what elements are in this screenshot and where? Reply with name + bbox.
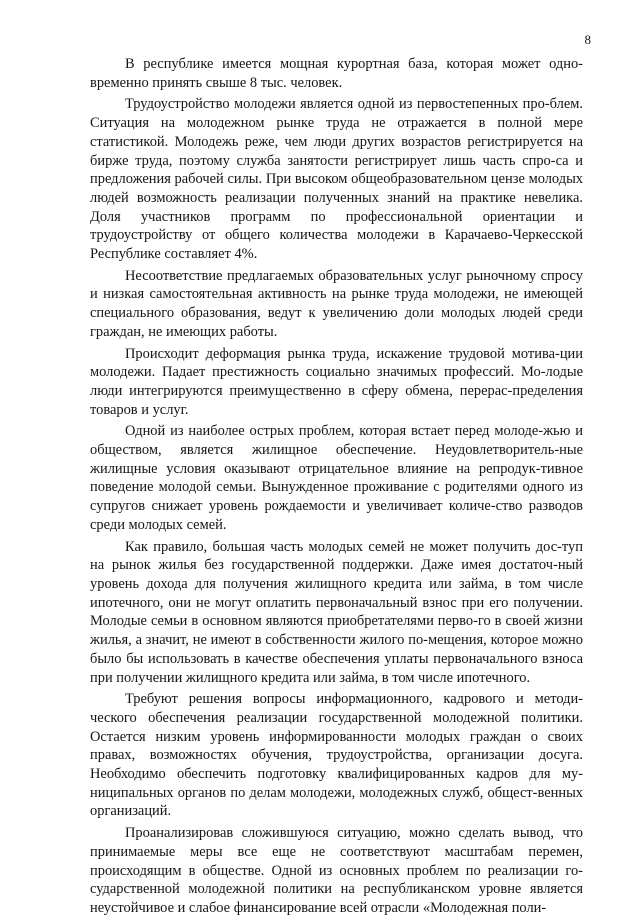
body-text (90, 55, 583, 921)
page-number: 8 (584, 32, 591, 47)
paragraph-conclusion: Проанализировав сложившуюся ситуацию, можно сделать вывод, что принимаемые меры все еще не соответствуют масштабам перемен, происходящим в обществе. Одной из основных проблем по реализации го-сударственной молодежной политики на республиканском уровне является неустойчивое и слабое финансирование всей отрасли «Молодежная поли- (90, 825, 583, 916)
paragraph-education-mismatch: Несоответствие предлагаемых образовательных услуг рыночному спросу и низкая самостоятельная активность на рынке труда молодежи, не имеющей специального образования, ведут к увеличению доли молодых людей среди граждан, не имеющих работы. (90, 267, 583, 340)
paragraph-information-support: Требуют решения вопросы информационного, кадрового и методи-ческого обеспечения реализации государственной молодежной политики. Остается низким уровень информированности молодых граждан о своих правах, возможностях обучения, трудоустройства, организации досуга. Необходимо обеспечить подготовку квалифицированных кадров для му-ниципальных органов по делам молодежи, молодежных служб, общест-венных организаций. (90, 691, 583, 820)
paragraph-resort-base: В республике имеется мощная курортная база, которая может одно-временно принять свыше 8 тыс. человек. (90, 56, 583, 91)
paragraph-youth-employment: Трудоустройство молодежи является одной из первостепенных про-блем. Ситуация на молодежном рынке труда не отражается в полной мере статистикой. Молодежь реже, чем люди других возрастов регистрируется на бирже труда, поэтому служба занятости регистрирует лишь часть спро-са и предложения рабочей силы. При высоком общеобразовательном цензе молодых людей возможность реализации полученных знаний на практике невелика. Доля участников программ по профессиональной ориентации и трудоустройству от общего количества молодежи в Карачаево-Черкесской Республике составляет 4%. (90, 96, 583, 263)
paragraph-housing-problem: Одной из наиболее острых проблем, которая встает перед молоде-жью и обществом, является жилищное обеспечение. Неудовлетворитель-ные жилищные условия оказывают отрицательное влияние на репродук-тивное поведение молодой семьи. Вынужденное проживание с родителями одного из супругов снижает уровень рождаемости и увеличивает количе-ство разводов среди молодых семей. (90, 423, 583, 533)
paragraph-housing-access: Как правило, большая часть молодых семей не может получить дос-туп на рынок жилья без государственной поддержки. Даже имея достаточ-ный уровень дохода для получения жилищного кредита или займа, в том числе ипотечного, они не могут оплатить первоначальный взнос при его получении. Молодые семьи в основном являются приобретателями перво-го в своей жизни жилья, а значит, не имеют в собственности жилого по-мещения, которое можно было бы использовать в качестве обеспечения уплаты первоначального взноса при получении жилищного кредита или займа, в том числе ипотечного. (90, 538, 583, 686)
paragraph-labor-deformation: Происходит деформация рынка труда, искажение трудовой мотива-ции молодежи. Падает престижность социально значимых профессий. Мо-лодые люди интегрируются преимущественно в сферу обмена, перерас-пределения товаров и услуг. (90, 345, 583, 418)
